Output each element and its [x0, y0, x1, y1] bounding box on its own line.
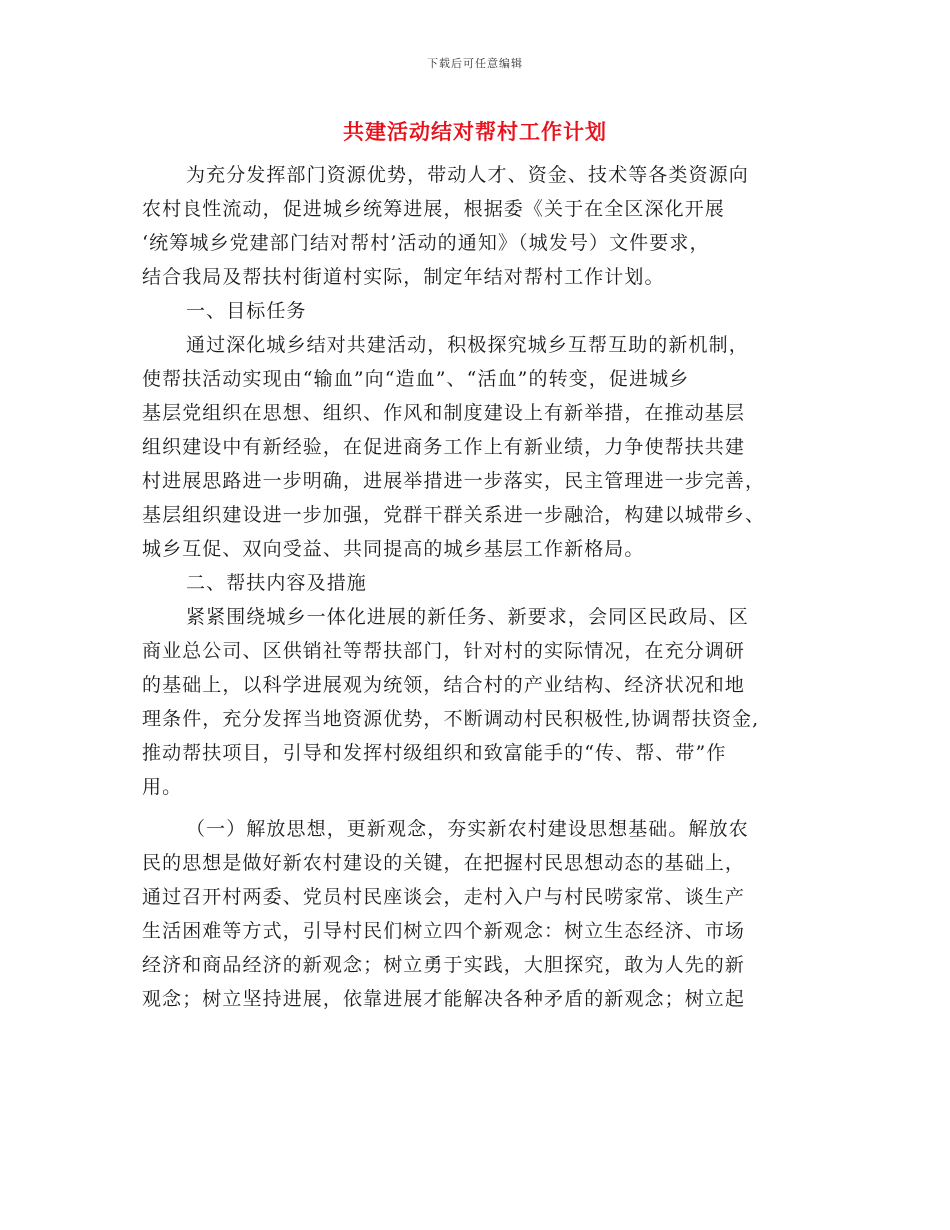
- text-line: 推动帮扶项目，引导和发挥村级组织和致富能手的“传、帮、带”作: [142, 742, 727, 764]
- text-line: 组织建设中有新经验，在促进商务工作上有新业绩，力争使帮扶共建: [142, 436, 746, 458]
- text-line: 村进展思路进一步明确，进展举措进一步落实，民主管理进一步完善，: [142, 470, 766, 492]
- section-heading-goals: [142, 294, 810, 328]
- text-line: 农村良性流动，促进城乡统筹进展，根据委《关于在全区深化开展: [142, 198, 725, 220]
- document-title: 共建活动结对帮村工作计划: [343, 119, 607, 144]
- text-line: 结合我局及帮扶村街道村实际，制定年结对帮村工作计划。: [142, 266, 665, 288]
- text-line: ‘统筹城乡党建部门结对帮村’活动的通知》（城发号）文件要求，: [142, 232, 710, 254]
- text-line: 为充分发挥部门资源优势，带动人才、资金、技术等各类资源向: [186, 164, 749, 186]
- section-heading: 二、帮扶内容及措施: [186, 572, 367, 594]
- text-line: 城乡互促、双向受益、共同提高的城乡基层工作新格局。: [142, 538, 645, 560]
- section-heading: 一、目标任务: [186, 300, 307, 322]
- text-line: 通过召开村两委、党员村民座谈会，走村入户与村民唠家常、谈生产: [142, 886, 746, 908]
- text-line: 民的思想是做好新农村建设的关键，在把握村民思想动态的基础上，: [142, 852, 746, 874]
- text-line: 的基础上，以科学进展观为统领，结合村的产业结构、经济状况和地: [142, 674, 746, 696]
- text-line: 通过深化城乡结对共建活动，积极探究城乡互帮互助的新机制，: [186, 334, 749, 356]
- text-line: 基层党组织在思想、组织、作风和制度建设上有新举措，在推动基层: [142, 402, 746, 424]
- section-heading-measures: [142, 566, 810, 600]
- text-line: 商业总公司、区供销社等帮扶部门，针对村的实际情况，在充分调研: [142, 640, 746, 662]
- text-line: 使帮扶活动实现由“输血”向“造血”、“活血”的转变，促进城乡: [142, 368, 690, 390]
- text-line: 观念；树立坚持进展，依靠进展才能解决各种矛盾的新观念；树立起: [142, 988, 746, 1010]
- paragraph-thought: [142, 812, 810, 1016]
- text-line: 紧紧围绕城乡一体化进展的新任务、新要求，会同区民政局、区: [186, 606, 749, 628]
- text-line: （一）解放思想，更新观念，夯实新农村建设思想基础。解放农: [186, 818, 749, 840]
- text-line: 基层组织建设进一步加强，党群干群关系进一步融洽，构建以城带乡、: [142, 504, 766, 526]
- paragraph-measures: [142, 600, 810, 804]
- document-body: [142, 158, 810, 1016]
- text-line: 生活困难等方式，引导村民们树立四个新观念：树立生态经济、市场: [142, 920, 746, 942]
- text-line: 用。: [142, 776, 183, 798]
- paragraph-intro: [142, 158, 810, 294]
- text-line: 经济和商品经济的新观念；树立勇于实践，大胆探究，敢为人先的新: [142, 954, 746, 976]
- text-line: 理条件，充分发挥当地资源优势，不断调动村民积极性,协调帮扶资金,: [142, 708, 760, 730]
- header-note: 下载后可任意编辑: [427, 57, 523, 70]
- paragraph-goals: [142, 328, 810, 566]
- paragraph-gap: [142, 804, 810, 812]
